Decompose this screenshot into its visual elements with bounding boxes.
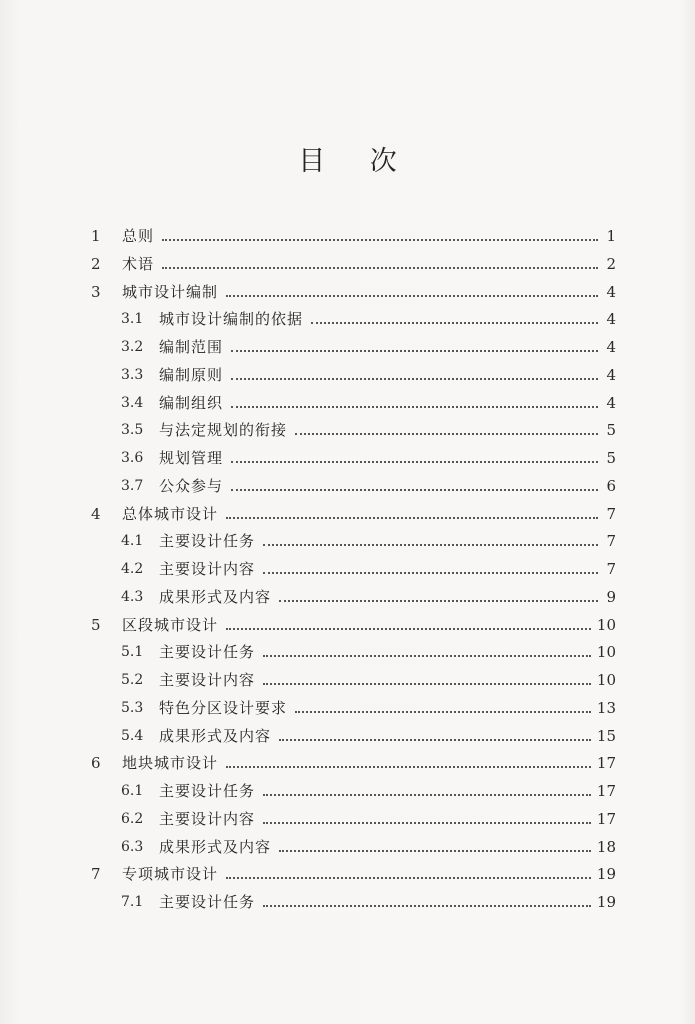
toc-entry-page-number: 4 xyxy=(606,366,616,384)
toc-entry-number: 4 xyxy=(91,505,101,523)
toc-entry-page-number: 5 xyxy=(606,449,616,467)
toc-entry-title: 成果形式及内容 xyxy=(159,727,272,745)
toc-entry xyxy=(91,863,616,885)
toc-entry xyxy=(121,419,616,441)
toc-entry-page-number: 7 xyxy=(606,505,616,523)
toc-entry-number: 6.2 xyxy=(121,811,144,827)
dot-leader xyxy=(162,225,598,247)
dot-leader xyxy=(226,752,591,774)
toc-entry-title: 主要设计任务 xyxy=(159,782,256,800)
toc-entry-title: 成果形式及内容 xyxy=(159,588,272,606)
dot-leader xyxy=(231,336,598,358)
toc-entry xyxy=(121,641,616,663)
toc-entry-number: 5.1 xyxy=(121,644,144,660)
toc-entry-page-number: 17 xyxy=(596,810,616,828)
toc-entry-title: 特色分区设计要求 xyxy=(159,699,288,717)
toc-entry-title: 总则 xyxy=(122,227,155,245)
toc-entry-number: 5 xyxy=(91,616,101,634)
toc-entry-title: 编制原则 xyxy=(159,366,224,384)
toc-entry-number: 1 xyxy=(91,227,101,245)
toc-entry-page-number: 10 xyxy=(596,643,616,661)
toc-entry-title: 主要设计任务 xyxy=(159,532,256,550)
toc-entry-title: 规划管理 xyxy=(159,449,224,467)
toc-entry xyxy=(91,752,616,774)
toc-entry-number: 7.1 xyxy=(121,894,144,910)
toc-entry xyxy=(91,281,616,303)
toc-entry-number: 5.3 xyxy=(121,700,144,716)
toc-entry-page-number: 4 xyxy=(606,394,616,412)
toc-entry-title: 城市设计编制的依据 xyxy=(159,310,304,328)
toc-entry-page-number: 13 xyxy=(596,699,616,717)
toc-entry xyxy=(91,253,616,275)
dot-leader xyxy=(263,808,591,830)
toc-entry xyxy=(121,586,616,608)
toc-entry-page-number: 1 xyxy=(606,227,616,245)
toc-entry xyxy=(121,725,616,747)
toc-entry-title: 主要设计任务 xyxy=(159,893,256,911)
toc-entry-page-number: 4 xyxy=(606,338,616,356)
toc-entry-title: 主要设计内容 xyxy=(159,671,256,689)
toc-entry-page-number: 10 xyxy=(596,616,616,634)
dot-leader xyxy=(231,392,598,414)
toc-entry xyxy=(121,447,616,469)
toc-entry-title: 与法定规划的衔接 xyxy=(159,421,288,439)
dot-leader xyxy=(263,530,598,552)
toc-entry-page-number: 7 xyxy=(606,532,616,550)
toc-entry-number: 3.5 xyxy=(121,422,144,438)
dot-leader xyxy=(226,281,598,303)
dot-leader xyxy=(226,614,591,636)
toc-entry-number: 6 xyxy=(91,754,101,772)
dot-leader xyxy=(279,725,591,747)
dot-leader xyxy=(231,475,598,497)
toc-entry-number: 3.7 xyxy=(121,478,144,494)
toc-title: 目 次 xyxy=(298,146,415,177)
toc-entry-number: 6.1 xyxy=(121,783,144,799)
toc-entry-page-number: 17 xyxy=(596,754,616,772)
dot-leader xyxy=(279,836,591,858)
toc-entry xyxy=(121,669,616,691)
toc-entry-number: 3.1 xyxy=(121,311,144,327)
dot-leader xyxy=(231,447,598,469)
toc-entry-number: 3.6 xyxy=(121,450,144,466)
toc-entry-title: 总体城市设计 xyxy=(122,505,219,523)
toc-entry xyxy=(121,364,616,386)
dot-leader xyxy=(263,558,598,580)
toc-entry-number: 3 xyxy=(91,283,101,301)
toc-entry-page-number: 4 xyxy=(606,283,616,301)
toc-entry xyxy=(121,336,616,358)
toc-entry-title: 成果形式及内容 xyxy=(159,838,272,856)
toc-entry-page-number: 19 xyxy=(596,865,616,883)
toc-entry-number: 6.3 xyxy=(121,839,144,855)
dot-leader xyxy=(311,308,598,330)
toc-entry-title: 主要设计内容 xyxy=(159,560,256,578)
toc-entry-title: 专项城市设计 xyxy=(122,865,219,883)
toc-entry xyxy=(121,475,616,497)
toc-entry-page-number: 19 xyxy=(596,893,616,911)
toc-entry-number: 5.2 xyxy=(121,672,144,688)
toc-entry xyxy=(121,308,616,330)
toc-entry xyxy=(121,530,616,552)
toc-entry-number: 4.3 xyxy=(121,589,144,605)
toc-entry-number: 7 xyxy=(91,865,101,883)
toc-entry-page-number: 9 xyxy=(606,588,616,606)
dot-leader xyxy=(226,503,598,525)
dot-leader xyxy=(226,863,591,885)
toc-entry-number: 3.3 xyxy=(121,367,144,383)
toc-entry-title: 地块城市设计 xyxy=(122,754,219,772)
toc-entry-number: 5.4 xyxy=(121,728,144,744)
toc-entry-page-number: 17 xyxy=(596,782,616,800)
toc-entry-number: 3.4 xyxy=(121,395,144,411)
toc-entry xyxy=(91,614,616,636)
dot-leader xyxy=(295,419,598,441)
toc-entry-page-number: 18 xyxy=(596,838,616,856)
toc-entry-number: 4.1 xyxy=(121,533,144,549)
toc-entry-page-number: 4 xyxy=(606,310,616,328)
toc-entry xyxy=(91,225,616,247)
dot-leader xyxy=(279,586,598,608)
toc-entry-number: 4.2 xyxy=(121,561,144,577)
toc-entry-page-number: 7 xyxy=(606,560,616,578)
toc-entry-page-number: 5 xyxy=(606,421,616,439)
toc-entry-title: 编制范围 xyxy=(159,338,224,356)
toc-entry xyxy=(121,392,616,414)
toc-entry xyxy=(121,780,616,802)
dot-leader xyxy=(263,891,591,913)
toc-entry-number: 3.2 xyxy=(121,339,144,355)
toc-entry-page-number: 2 xyxy=(606,255,616,273)
dot-leader xyxy=(263,669,591,691)
dot-leader xyxy=(295,697,591,719)
toc-entry xyxy=(91,503,616,525)
toc-entry-title: 公众参与 xyxy=(159,477,224,495)
toc-entry-page-number: 6 xyxy=(606,477,616,495)
toc-entry-title: 区段城市设计 xyxy=(122,616,219,634)
toc-entry xyxy=(121,891,616,913)
toc-entry-title: 主要设计内容 xyxy=(159,810,256,828)
toc-entry-title: 城市设计编制 xyxy=(122,283,219,301)
toc-entry xyxy=(121,558,616,580)
toc-entry-title: 主要设计任务 xyxy=(159,643,256,661)
toc-entry xyxy=(121,697,616,719)
toc-entry-title: 术语 xyxy=(122,255,155,273)
toc-entry-number: 2 xyxy=(91,255,101,273)
toc-entry-page-number: 10 xyxy=(596,671,616,689)
dot-leader xyxy=(162,253,598,275)
dot-leader xyxy=(231,364,598,386)
toc-entry-title: 编制组织 xyxy=(159,394,224,412)
toc-entry-page-number: 15 xyxy=(596,727,616,745)
toc-entry xyxy=(121,836,616,858)
dot-leader xyxy=(263,641,591,663)
dot-leader xyxy=(263,780,591,802)
toc-entry xyxy=(121,808,616,830)
